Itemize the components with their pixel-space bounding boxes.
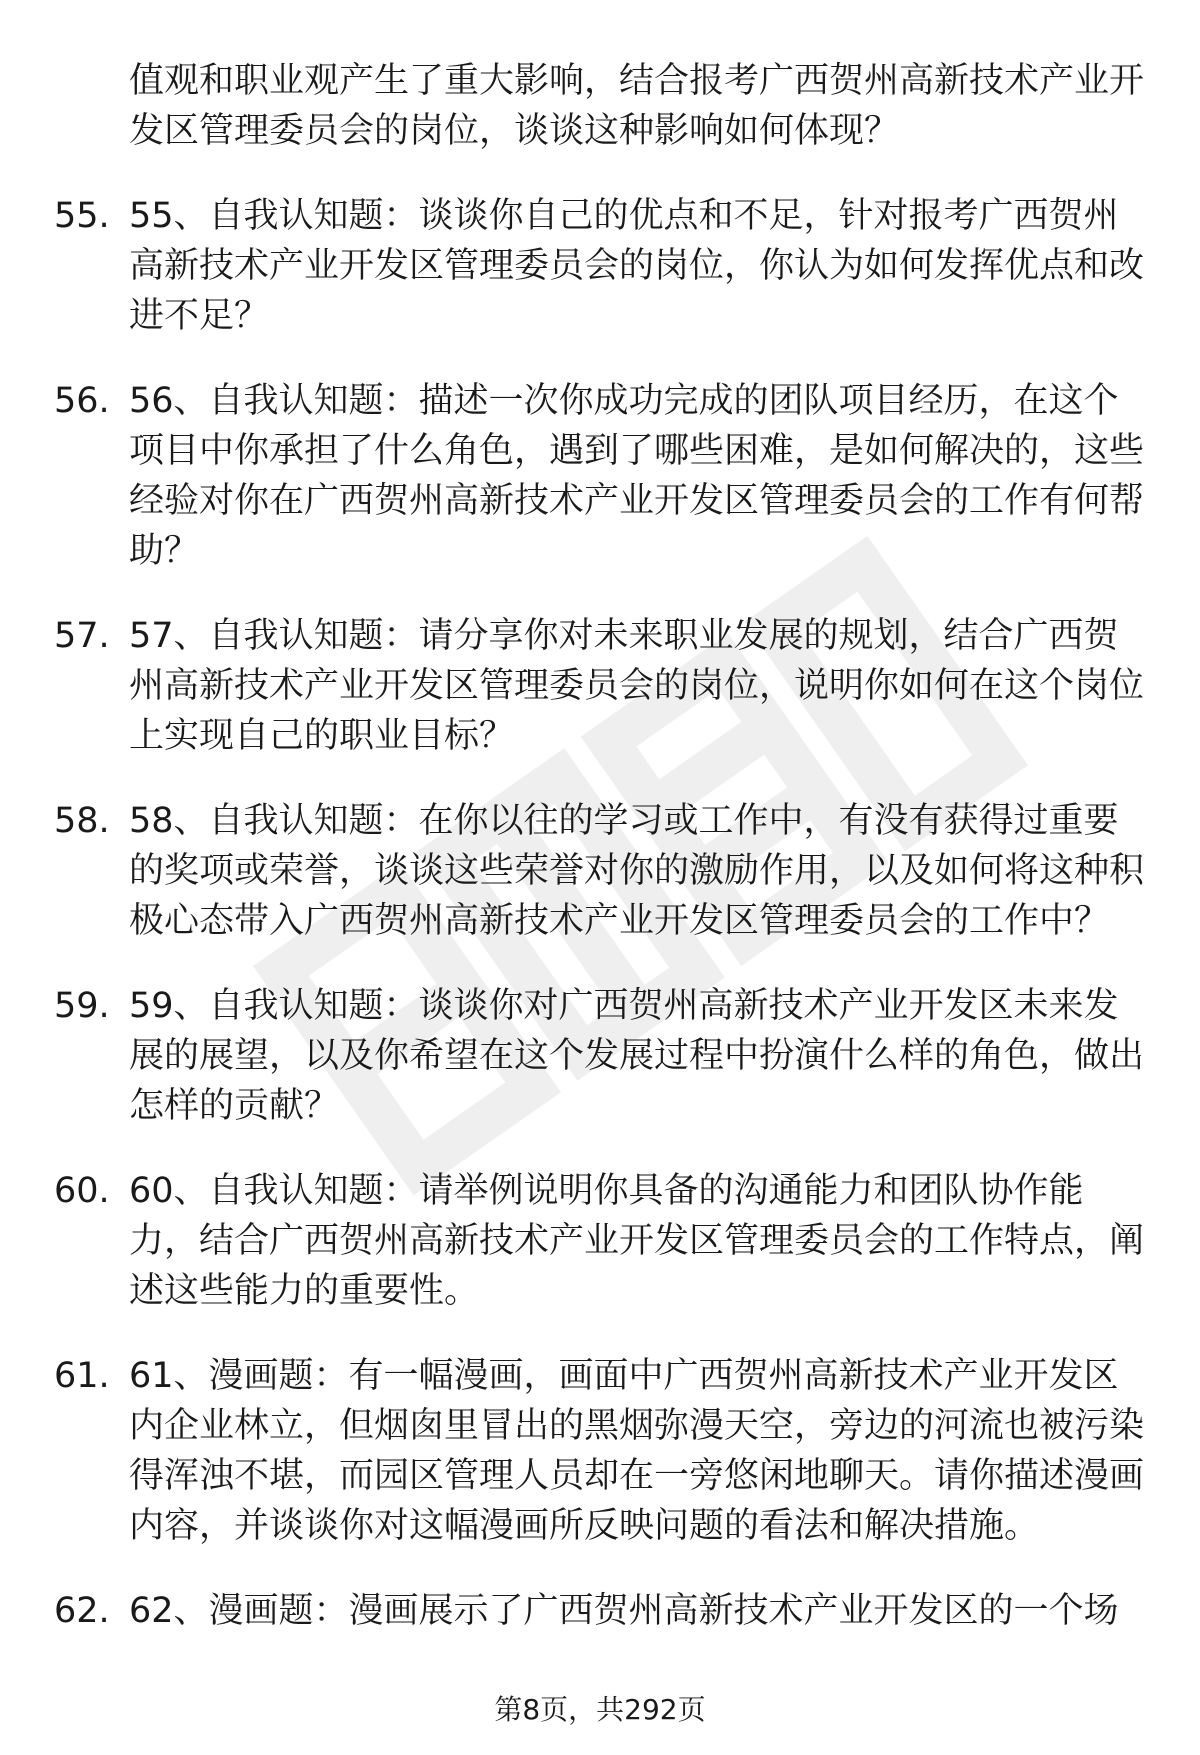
list-item: [54, 376, 1149, 576]
list-item: [54, 981, 1149, 1131]
list-item: [54, 796, 1149, 946]
question-text: 57、自我认知题：请分享你对未来职业发展的规划，结合广西贺州高新技术产业开发区管理委员会的岗位，说明你如何在这个岗位上实现自己的职业目标？: [129, 616, 1145, 756]
question-text: 55、自我认知题：谈谈你自己的优点和不足，针对报考广西贺州高新技术产业开发区管理委员会的岗位，你认为如何发挥优点和改进不足？: [129, 196, 1145, 336]
page-footer: 第8页，共292页: [494, 1693, 706, 1726]
list-item: [54, 1586, 1149, 1636]
question-number: 55.: [54, 196, 110, 236]
question-continuation: 值观和职业观产生了重大影响，结合报考广西贺州高新技术产业开发区管理委员会的岗位，谈谈这种影响如何体现？: [129, 61, 1145, 151]
list-item: [54, 1166, 1149, 1316]
question-text: 62、漫画题：漫画展示了广西贺州高新技术产业开发区的一个场: [129, 1591, 1119, 1631]
document-body: [54, 56, 1154, 1636]
question-list: [54, 191, 1154, 1636]
question-text: 58、自我认知题：在你以往的学习或工作中，有没有获得过重要的奖项或荣誉，谈谈这些荣誉对你的激励作用，以及如何将这种积极心态带入广西贺州高新技术产业开发区管理委员会的工作中？: [129, 801, 1145, 941]
question-number: 60.: [54, 1171, 110, 1211]
question-number: 59.: [54, 986, 110, 1026]
list-item: [54, 1351, 1149, 1551]
question-text: 60、自我认知题：请举例说明你具备的沟通能力和团队协作能力，结合广西贺州高新技术产业开发区管理委员会的工作特点，阐述这些能力的重要性。: [129, 1171, 1145, 1311]
question-number: 57.: [54, 616, 110, 656]
list-item: [54, 191, 1149, 341]
question-number: 61.: [54, 1356, 110, 1396]
question-text: 61、漫画题：有一幅漫画，画面中广西贺州高新技术产业开发区内企业林立，但烟囱里冒出的黑烟弥漫天空，旁边的河流也被污染得浑浊不堪，而园区管理人员却在一旁悠闲地聊天。请你描述漫画内容，并谈谈你对这幅漫画所反映问题的看法和解决措施。: [129, 1356, 1145, 1546]
question-text: 56、自我认知题：描述一次你成功完成的团队项目经历，在这个项目中你承担了什么角色，遇到了哪些困难，是如何解决的，这些经验对你在广西贺州高新技术产业开发区管理委员会的工作有何帮助？: [129, 381, 1145, 571]
question-number: 56.: [54, 381, 110, 421]
question-number: 58.: [54, 801, 110, 841]
question-text: 59、自我认知题：谈谈你对广西贺州高新技术产业开发区未来发展的展望，以及你希望在这个发展过程中扮演什么样的角色，做出怎样的贡献？: [129, 986, 1145, 1126]
question-number: 62.: [54, 1591, 110, 1631]
list-item: [54, 611, 1149, 761]
